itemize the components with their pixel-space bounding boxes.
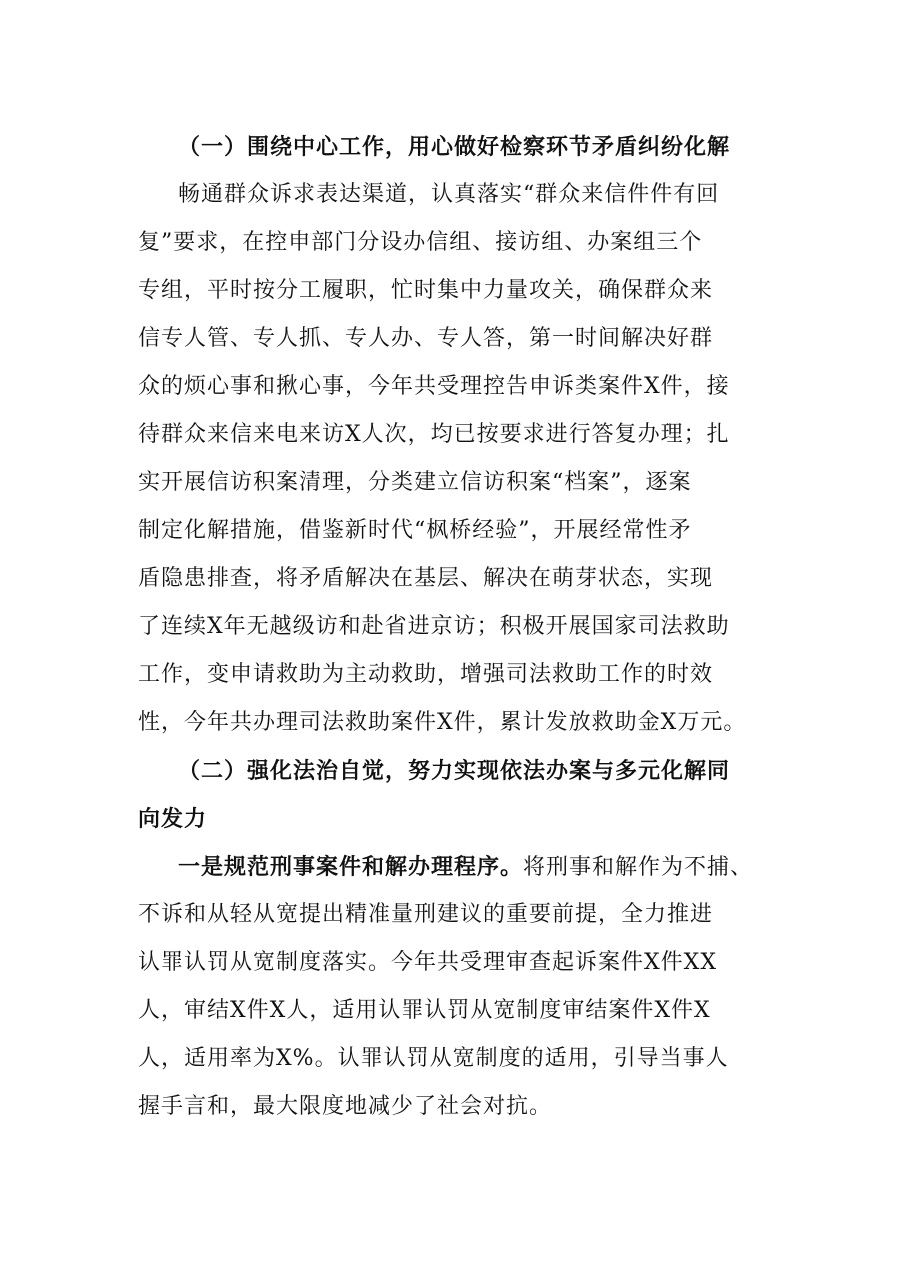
paragraph-1-line: 专组，平时按分工履职，忙时集中力量攻关，确保群众来 <box>138 278 714 303</box>
paragraph-2-line: 握手言和，最大限度地减少了社会对抗。 <box>138 1094 553 1119</box>
paragraph-1-line: 性，今年共办理司法救助案件X件，累计发放救助金X万元。 <box>138 710 747 735</box>
paragraph-2-first-line <box>138 843 778 891</box>
paragraph-2-line: 不诉和从轻从宽提出精准量刑建议的重要前提，全力推进 <box>138 902 714 927</box>
paragraph-1-line: 制定化解措施，借鉴新时代“枫桥经验”，开展经常性矛 <box>138 518 692 543</box>
paragraph-1-line: 信专人管、专人抓、专人办、专人答，第一时间解决好群 <box>138 326 714 351</box>
paragraph-1-line: 实开展信访积案清理，分类建立信访积案“档案”，逐案 <box>138 470 692 495</box>
section-heading-2-cont: 向发力 <box>138 806 208 832</box>
paragraph-1-line: 待群众来信来电来访X人次，均已按要求进行答复办理；扎 <box>138 422 730 447</box>
section-heading-1: （一）围绕中心工作，用心做好检察环节矛盾纠纷化解 <box>178 134 731 160</box>
section-heading-2: （二）强化法治自觉，努力实现依法办案与多元化解同 <box>178 758 731 784</box>
paragraph-2-line: 将刑事和解作为不捕、 <box>523 855 754 880</box>
paragraph-2-line: 人，审结X件X人，适用认罪认罚从宽制度审结案件X件X <box>138 998 711 1023</box>
paragraph-2-lead: 一是规范刑事案件和解办理程序。 <box>178 854 524 880</box>
paragraph-1-line: 畅通群众诉求表达渠道，认真落实“群众来信件件有回 <box>178 182 720 207</box>
paragraph-1-line: 众的烦心事和揪心事，今年共受理控告申诉类案件X件，接 <box>138 374 730 399</box>
paragraph-1-line: 复”要求，在控申部门分设办信组、接访组、办案组三个 <box>138 230 703 255</box>
paragraph-2-line: 认罪认罚从宽制度落实。今年共受理审查起诉案件X件XX <box>138 950 717 975</box>
paragraph-1-line: 工作，变申请救助为主动救助，增强司法救助工作的时效 <box>138 662 714 687</box>
paragraph-1-line: 盾隐患排查，将矛盾解决在基层、解决在萌芽状态，实现 <box>138 566 714 591</box>
document-body <box>138 123 778 1131</box>
paragraph-2-line: 人，适用率为X%。认罪认罚从宽制度的适用，引导当事人 <box>138 1046 729 1071</box>
paragraph-1-line: 了连续X年无越级访和赴省进京访；积极开展国家司法救助 <box>138 614 730 639</box>
